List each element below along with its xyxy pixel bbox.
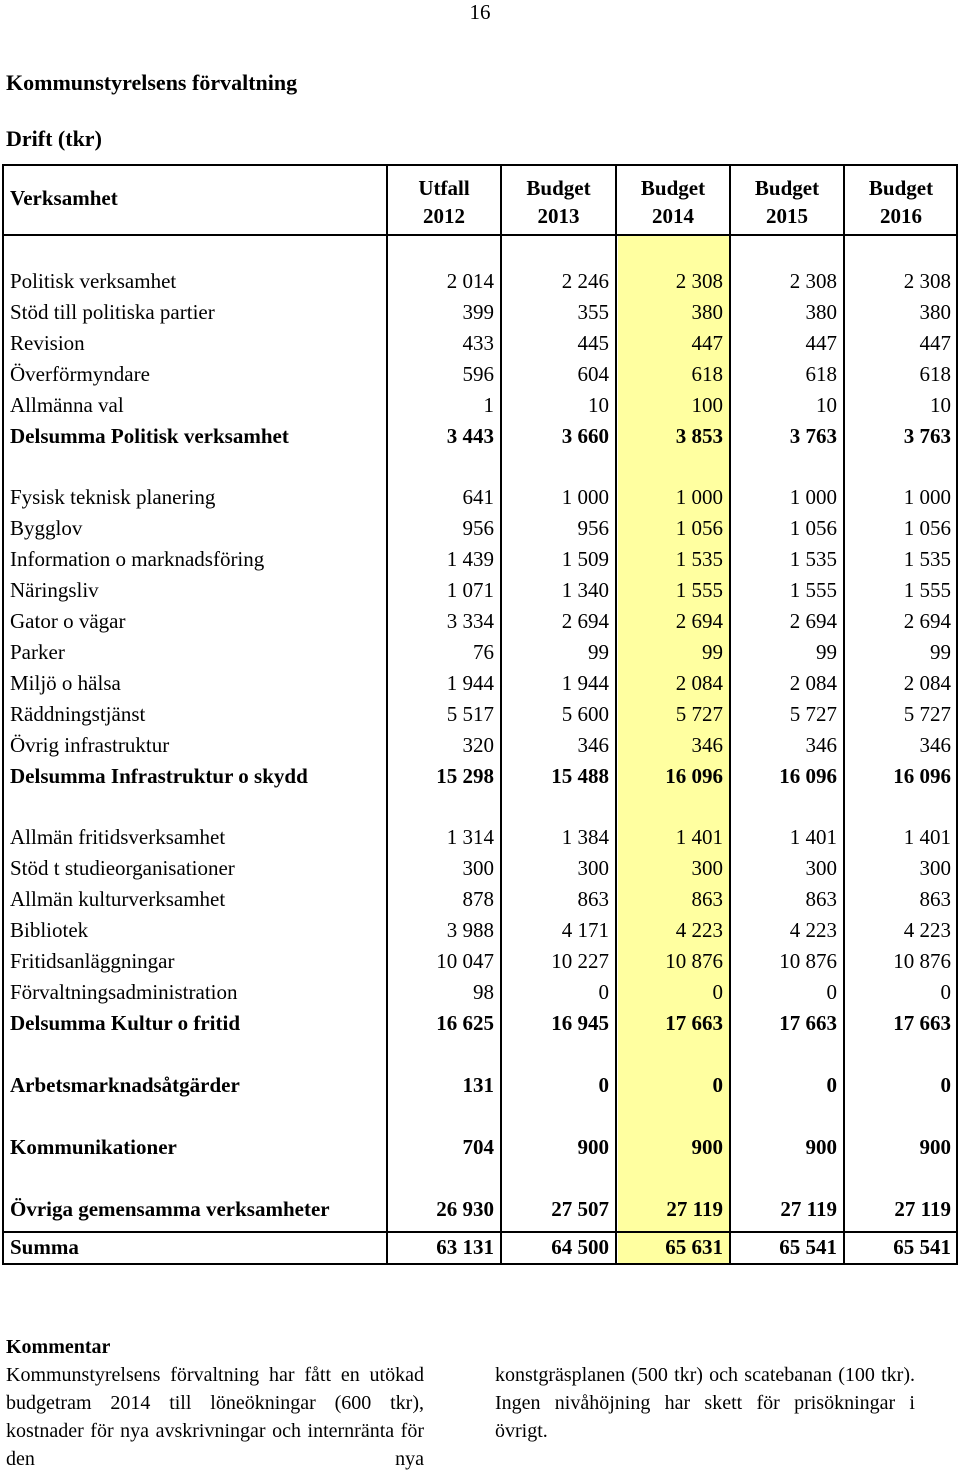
row-value: 2 308 — [675, 269, 723, 293]
table-row — [2, 884, 958, 915]
comment-text-right: konstgräsplanen (500 tkr) och scatebanan (100 tkr). Ingen nivåhöjning har skett för prisökningar i övrigt. — [495, 1364, 915, 1442]
table-row — [2, 266, 958, 297]
row-value: 300 — [577, 856, 609, 880]
row-value: 641 — [462, 485, 494, 509]
row-value: 15 298 — [436, 764, 494, 788]
row-value: 2 308 — [903, 269, 951, 293]
table-row — [2, 699, 958, 730]
row-value: 27 507 — [551, 1197, 609, 1221]
row-value: 1 401 — [675, 825, 723, 849]
page-number: 16 — [469, 0, 491, 24]
row-value: 1 071 — [446, 578, 494, 602]
row-value: 1 056 — [903, 516, 951, 540]
row-value: 16 096 — [893, 764, 951, 788]
row-value: 346 — [577, 733, 609, 757]
row-value: 618 — [919, 362, 951, 386]
row-value: 300 — [805, 856, 837, 880]
header-col-2014 — [616, 174, 730, 230]
row-value: 1 535 — [675, 547, 723, 571]
row-value: 604 — [577, 362, 609, 386]
row-value: 10 876 — [779, 949, 837, 973]
table-row — [2, 1194, 958, 1225]
table-row — [2, 977, 958, 1008]
org-title: Kommunstyrelsens förvaltning — [6, 70, 298, 95]
row-value: 3 763 — [903, 424, 951, 448]
comment-title: Kommentar — [6, 1336, 111, 1358]
row-value: 99 — [816, 640, 837, 664]
row-value: 4 223 — [903, 918, 951, 942]
table-rule — [2, 1231, 958, 1233]
row-value: 1 944 — [446, 671, 494, 695]
table-column-rule — [956, 164, 958, 1265]
row-value: 0 — [826, 1073, 837, 1097]
row-label: Delsumma Politisk verksamhet — [10, 424, 289, 448]
row-value: 2 694 — [675, 609, 723, 633]
row-value: 16 625 — [436, 1011, 494, 1035]
row-value: 1 340 — [561, 578, 609, 602]
row-label: Politisk verksamhet — [10, 269, 177, 293]
row-label: Summa — [10, 1235, 79, 1259]
row-value: 300 — [462, 856, 494, 880]
row-value: 65 541 — [893, 1235, 951, 1259]
row-label: Stöd till politiska partier — [10, 300, 215, 324]
row-label: Övrig infrastruktur — [10, 733, 170, 757]
row-value: 0 — [598, 1073, 609, 1097]
row-value: 1 509 — [561, 547, 609, 571]
table-row — [2, 544, 958, 575]
row-value: 399 — [462, 300, 494, 324]
row-value: 1 000 — [903, 485, 951, 509]
table-row — [2, 1070, 958, 1101]
row-value: 17 663 — [893, 1011, 951, 1035]
row-value: 16 096 — [779, 764, 837, 788]
header-col-label: Budget — [526, 176, 591, 200]
row-value: 1 401 — [789, 825, 837, 849]
row-value: 10 227 — [551, 949, 609, 973]
row-value: 3 763 — [789, 424, 837, 448]
row-value: 1 555 — [675, 578, 723, 602]
row-value: 2 694 — [903, 609, 951, 633]
row-value: 596 — [462, 362, 494, 386]
table-row — [2, 1232, 958, 1263]
row-value: 445 — [577, 331, 609, 355]
row-value: 346 — [805, 733, 837, 757]
row-label: Bibliotek — [10, 918, 89, 942]
row-value: 131 — [462, 1073, 494, 1097]
row-value: 5 727 — [789, 702, 837, 726]
row-value: 1 944 — [561, 671, 609, 695]
row-value: 1 535 — [903, 547, 951, 571]
row-value: 355 — [577, 300, 609, 324]
table-rule — [2, 234, 958, 236]
row-value: 1 401 — [903, 825, 951, 849]
row-value: 300 — [919, 856, 951, 880]
row-value: 956 — [577, 516, 609, 540]
row-value: 5 600 — [561, 702, 609, 726]
row-label: Allmän fritidsverksamhet — [10, 825, 226, 849]
table-row — [2, 606, 958, 637]
table-row — [2, 822, 958, 853]
row-value: 1 555 — [903, 578, 951, 602]
row-value: 2 694 — [561, 609, 609, 633]
table-row — [2, 575, 958, 606]
comment-text-left: Kommunstyrelsens förvaltning har fått en utökad budgetram 2014 till löneökningar (600 tkr), kostnader för nya avskrivningar och internränta för den nya — [6, 1364, 424, 1470]
table-column-rule — [843, 164, 845, 1265]
row-value: 3 443 — [446, 424, 494, 448]
header-col-2012 — [387, 174, 501, 230]
header-col-year: 2012 — [423, 204, 465, 228]
table-column-rule — [615, 164, 617, 1265]
row-value: 1 000 — [675, 485, 723, 509]
header-col-year: 2016 — [880, 204, 922, 228]
row-label: Kommunikationer — [10, 1135, 177, 1159]
row-value: 65 541 — [779, 1235, 837, 1259]
row-label: Överförmyndare — [10, 362, 150, 386]
row-label: Gator o vägar — [10, 609, 126, 633]
table-column-rule — [2, 164, 4, 1265]
row-value: 1 439 — [446, 547, 494, 571]
row-value: 17 663 — [665, 1011, 723, 1035]
row-value: 380 — [805, 300, 837, 324]
row-value: 863 — [691, 887, 723, 911]
row-value: 1 000 — [789, 485, 837, 509]
budget-table — [2, 164, 958, 1265]
row-value: 863 — [805, 887, 837, 911]
row-label: Parker — [10, 640, 65, 664]
row-value: 0 — [940, 980, 951, 1004]
table-row — [2, 328, 958, 359]
row-label: Allmänna val — [10, 393, 124, 417]
row-value: 900 — [577, 1135, 609, 1159]
table-row — [2, 359, 958, 390]
row-value: 65 631 — [665, 1235, 723, 1259]
table-row — [2, 853, 958, 884]
header-col-2013 — [501, 174, 616, 230]
row-value: 0 — [940, 1073, 951, 1097]
row-value: 447 — [919, 331, 951, 355]
table-column-rule — [386, 164, 388, 1265]
table-row — [2, 1132, 958, 1163]
header-col-label: Budget — [640, 176, 706, 200]
row-label: Arbetsmarknadsåtgärder — [10, 1073, 240, 1097]
header-verksamhet: Verksamhet — [10, 186, 118, 210]
row-value: 1 384 — [561, 825, 609, 849]
row-value: 300 — [691, 856, 723, 880]
row-label: Räddningstjänst — [10, 702, 146, 726]
row-value: 10 876 — [893, 949, 951, 973]
row-value: 346 — [691, 733, 723, 757]
row-value: 99 — [588, 640, 609, 664]
row-value: 1 555 — [789, 578, 837, 602]
row-value: 27 119 — [666, 1197, 723, 1221]
row-value: 320 — [462, 733, 494, 757]
table-row — [2, 637, 958, 668]
row-label: Fysisk teknisk planering — [10, 485, 216, 509]
row-value: 618 — [805, 362, 837, 386]
row-value: 380 — [919, 300, 951, 324]
row-value: 10 — [816, 393, 837, 417]
row-value: 15 488 — [551, 764, 609, 788]
header-col-year: 2015 — [766, 204, 808, 228]
row-value: 10 047 — [436, 949, 494, 973]
row-value: 26 930 — [436, 1197, 494, 1221]
table-row — [2, 482, 958, 513]
row-value: 2 084 — [675, 671, 723, 695]
row-value: 3 853 — [675, 424, 723, 448]
row-value: 956 — [462, 516, 494, 540]
row-value: 5 517 — [446, 702, 494, 726]
row-value: 0 — [712, 980, 723, 1004]
row-value: 447 — [805, 331, 837, 355]
table-row — [2, 390, 958, 421]
row-value: 433 — [462, 331, 494, 355]
table-row — [2, 730, 958, 761]
row-value: 900 — [691, 1135, 723, 1159]
row-value: 3 334 — [446, 609, 494, 633]
row-label: Stöd t studieorganisationer — [10, 856, 235, 880]
header-col-label: Utfall — [418, 176, 470, 200]
row-value: 863 — [919, 887, 951, 911]
header-col-label: Budget — [868, 176, 934, 200]
table-row — [2, 668, 958, 699]
row-label: Bygglov — [10, 516, 83, 540]
header-col-2015 — [730, 174, 844, 230]
row-value: 704 — [462, 1135, 494, 1159]
table-rule — [2, 164, 958, 166]
row-value: 99 — [930, 640, 951, 664]
row-label: Revision — [10, 331, 85, 355]
table-row — [2, 761, 958, 792]
row-value: 1 535 — [789, 547, 837, 571]
header-col-year: 2014 — [652, 204, 694, 228]
table-title: Drift (tkr) — [6, 126, 102, 151]
row-label: Näringsliv — [10, 578, 99, 602]
table-row — [2, 915, 958, 946]
row-value: 100 — [691, 393, 723, 417]
row-value: 900 — [919, 1135, 951, 1159]
row-label: Delsumma Kultur o fritid — [10, 1011, 241, 1035]
row-label: Information o marknadsföring — [10, 547, 265, 571]
row-value: 380 — [691, 300, 723, 324]
row-value: 3 660 — [561, 424, 609, 448]
row-value: 1 — [483, 393, 494, 417]
table-column-rule — [500, 164, 502, 1265]
row-value: 2 084 — [903, 671, 951, 695]
table-row — [2, 421, 958, 452]
table-column-rule — [729, 164, 731, 1265]
row-value: 5 727 — [675, 702, 723, 726]
row-value: 5 727 — [903, 702, 951, 726]
row-value: 98 — [473, 980, 494, 1004]
table-rule — [2, 1263, 958, 1265]
header-col-2016 — [844, 174, 958, 230]
row-label: Fritidsanläggningar — [10, 949, 175, 973]
row-value: 10 — [588, 393, 609, 417]
header-col-label: Budget — [754, 176, 820, 200]
row-value: 76 — [473, 640, 494, 664]
row-value: 1 056 — [675, 516, 723, 540]
row-value: 618 — [691, 362, 723, 386]
row-value: 63 131 — [436, 1235, 494, 1259]
row-value: 27 119 — [894, 1197, 951, 1221]
row-value: 4 223 — [789, 918, 837, 942]
table-row — [2, 946, 958, 977]
row-value: 878 — [462, 887, 494, 911]
row-value: 10 — [930, 393, 951, 417]
row-value: 900 — [805, 1135, 837, 1159]
row-value: 0 — [598, 980, 609, 1004]
row-value: 0 — [826, 980, 837, 1004]
row-value: 4 171 — [561, 918, 609, 942]
row-label: Övriga gemensamma verksamheter — [10, 1197, 330, 1221]
table-row — [2, 297, 958, 328]
row-value: 2 246 — [561, 269, 609, 293]
table-row — [2, 1008, 958, 1039]
row-label: Förvaltningsadministration — [10, 980, 238, 1004]
row-value: 1 314 — [446, 825, 494, 849]
row-label: Allmän kulturverksamhet — [10, 887, 226, 911]
row-value: 10 876 — [665, 949, 723, 973]
row-value: 17 663 — [779, 1011, 837, 1035]
row-value: 346 — [919, 733, 951, 757]
row-value: 2 308 — [789, 269, 837, 293]
row-value: 99 — [702, 640, 723, 664]
row-value: 447 — [691, 331, 723, 355]
row-value: 3 988 — [446, 918, 494, 942]
row-value: 1 056 — [789, 516, 837, 540]
row-value: 2 084 — [789, 671, 837, 695]
table-row — [2, 513, 958, 544]
row-value: 1 000 — [561, 485, 609, 509]
row-label: Delsumma Infrastruktur o skydd — [10, 764, 308, 788]
row-value: 4 223 — [675, 918, 723, 942]
row-value: 0 — [712, 1073, 723, 1097]
row-label: Miljö o hälsa — [10, 671, 121, 695]
row-value: 27 119 — [780, 1197, 837, 1221]
header-col-year: 2013 — [537, 204, 580, 228]
row-value: 16 096 — [665, 764, 723, 788]
row-value: 863 — [577, 887, 609, 911]
row-value: 2 014 — [446, 269, 494, 293]
row-value: 2 694 — [789, 609, 837, 633]
row-value: 64 500 — [551, 1235, 609, 1259]
row-value: 16 945 — [551, 1011, 609, 1035]
